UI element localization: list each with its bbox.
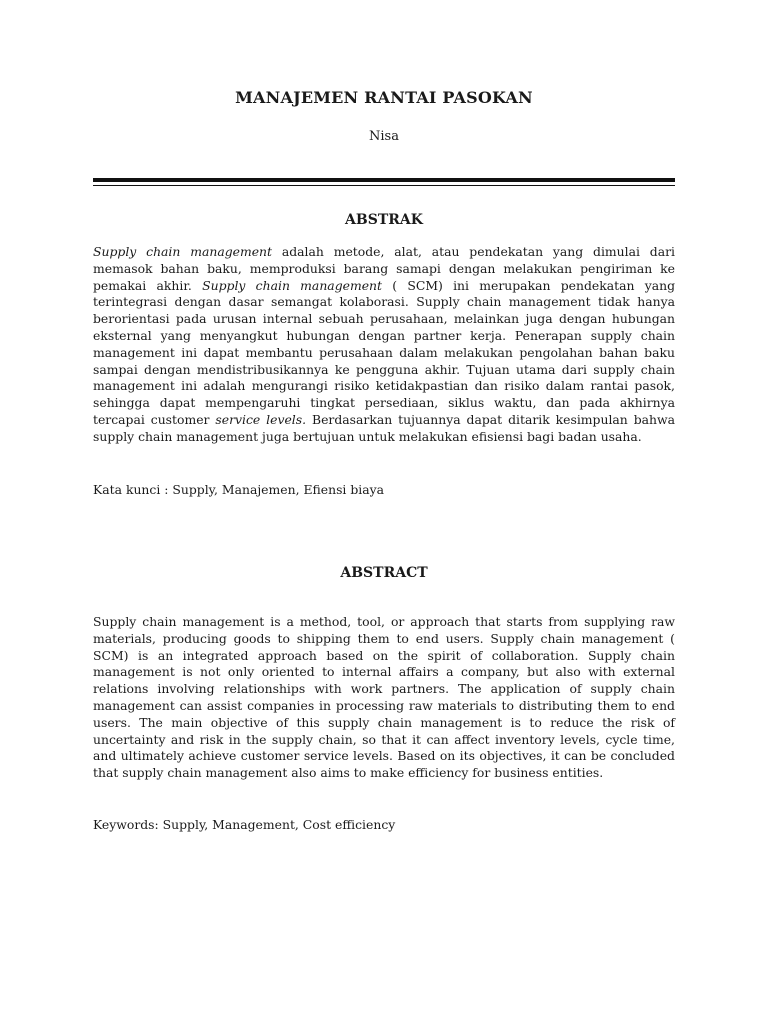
abstrak-text-3: Berdasarkan tujuannya dapat ditarik kesimpulan bahwa supply chain management juga bertujuan untuk melakukan efisiensi bagi badan usaha.	[93, 411, 675, 444]
abstrak-text-2: ( SCM) ini merupakan pendekatan yang terintegrasi dengan dasar semangat kolaborasi. Supply chain management tidak hanya berorientasi pada urusan internal sebuah perusahaan, melainkan juga dengan hubungan eksternal yang menyangkut hubungan dengan partner kerja. Penerapan supply chain management ini dapat membantu perusahaan dalam melakukan pengolahan bahan baku sampai dengan mendistribusikannya ke pengguna akhir. Tujuan utama dari supply chain management ini adalah mengurangi risiko ketidakpastian dan risiko dalam rantai pasok, sehingga dapat mempengaruhi tingkat persediaan, siklus waktu, dan pada akhirnya tercapai customer	[93, 277, 676, 427]
abstrak-keywords: Kata kunci : Supply, Manajemen, Efiensi biaya	[93, 482, 385, 497]
abstrak-term-1: Supply chain management	[93, 244, 273, 259]
abstrak-heading: ABSTRAK	[345, 212, 423, 228]
abstrak-text-1: adalah metode, alat, atau pendekatan yang dimulai dari memasok bahan baku, memproduksi barang samapi dengan melakukan pengiriman ke pemakai akhir.	[93, 244, 675, 293]
document-title: MANAJEMEN RANTAI PASOKAN	[235, 88, 533, 107]
abstract-paragraph: Supply chain management is a method, tool, or approach that starts from supplying raw materials, producing goods to shipping them to end users. Supply chain management ( SCM) is an integrated approach based on the spirit of collaboration. Supply chain management is not only oriented to internal affairs a company, but also with external relations involving relationships with work partners. The application of supply chain management can assist companies in processing raw materials to distributing them to end users. The main objective of this supply chain management is to reduce the risk of uncertainty and risk in the supply chain, so that it can affect inventory levels, cycle time, and ultimately achieve customer service levels. Based on its objectives, it can be concluded that supply chain management also aims to make efficiency for business entities.	[93, 614, 675, 781]
header-divider-thick	[93, 178, 675, 182]
abstrak-term-2: Supply chain management	[202, 277, 382, 293]
header-divider-thin	[93, 185, 675, 186]
abstrak-term-3: service levels.	[215, 411, 307, 427]
abstract-heading: ABSTRACT	[340, 565, 428, 581]
author-name: Nisa	[369, 129, 399, 144]
abstrak-paragraph	[93, 244, 675, 446]
abstract-keywords: Keywords: Supply, Management, Cost efficiency	[93, 817, 396, 832]
